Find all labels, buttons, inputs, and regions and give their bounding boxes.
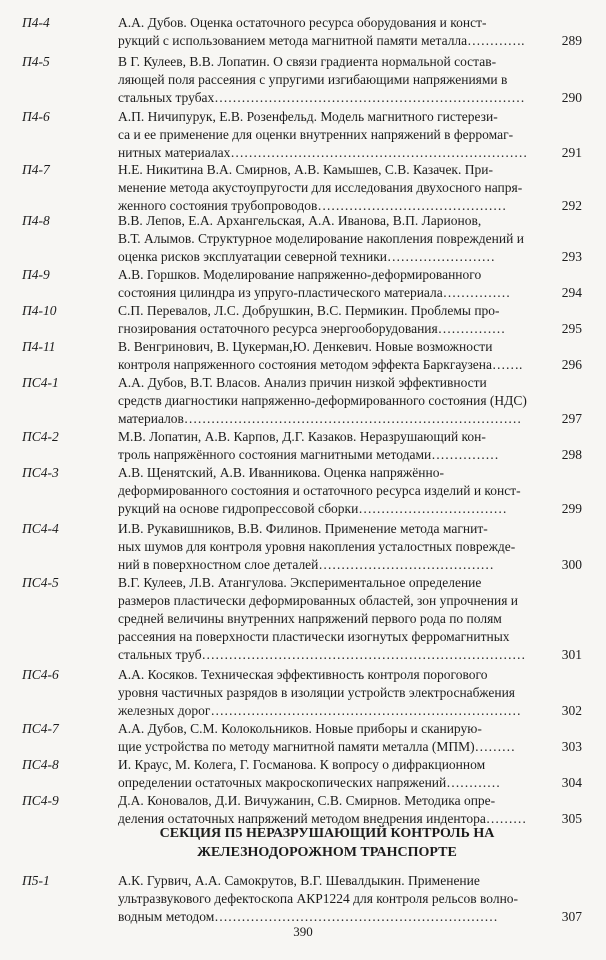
page-number: 390 [293, 924, 313, 939]
entry-text-line: материалов………………………………………………………………… [118, 411, 522, 426]
entry-text-line: средней величины внутренних напряжений первого рода по полям [118, 611, 502, 626]
entry-code: ПС4-5 [22, 575, 59, 590]
entry-page-number: 300 [561, 557, 582, 572]
entry-text [118, 464, 536, 518]
entry-text [118, 266, 536, 302]
entry-page-number: 299 [561, 501, 582, 516]
entry-page-number: 289 [561, 33, 582, 48]
entry-text-line: А.А. Дубов, В.Т. Власов. Анализ причин низкой эффективности [118, 375, 487, 390]
entry-text-line: оценка рисков эксплуатации северной техники…………………… [118, 249, 495, 264]
entry-page-number: 305 [561, 811, 582, 826]
entry-text [118, 666, 536, 720]
entry-text-line: В.В. Лепов, Е.А. Архангельская, А.А. Иванова, В.П. Ларионов, [118, 213, 482, 228]
entry-text [118, 161, 536, 215]
entry-text [118, 872, 536, 926]
entry-page-number: 302 [561, 703, 582, 718]
entry-page-number: 292 [561, 198, 582, 213]
entry-text-line: А.К. Гурвич, А.А. Самокрутов, В.Г. Шевалдыкин. Применение [118, 873, 480, 888]
entry-text-line: В Г. Кулеев, В.В. Лопатин. О связи градиента нормальной состав- [118, 54, 497, 69]
entry-text-line: определении остаточных макроскопических напряжений………… [118, 775, 501, 790]
entry-code: ПС4-1 [22, 375, 59, 390]
entry-text-line: И. Краус, М. Колега, Г. Госманова. К вопросу о дифракционном [118, 757, 486, 772]
entry-code: П4-5 [22, 54, 50, 69]
entry-text-line: М.В. Лопатин, А.В. Карпов, Д.Г. Казаков. Неразрушающий кон- [118, 429, 486, 444]
entry-page-number: 301 [561, 647, 582, 662]
entry-text-line: В. Венгринович, В. Цукерман,Ю. Денкевич. Новые возможности [118, 339, 493, 354]
entry-text-line: рассеяния на поверхности пластически изогнутых ферромагнитных [118, 629, 510, 644]
entry-text [118, 374, 536, 428]
section-title-line-1: СЕКЦИЯ П5 НЕРАЗРУШАЮЩИЙ КОНТРОЛЬ НА [159, 826, 495, 841]
entry-text-line: размеров пластически деформированных областей, зон упрочнения и [118, 593, 519, 608]
entry-text-line: нитных материалах………………………………………………………… [118, 145, 528, 160]
entry-text [118, 212, 536, 266]
entry-text-line: И.В. Рукавишников, В.В. Филинов. Применение метода магнит- [118, 521, 488, 536]
entry-page-number: 291 [561, 145, 582, 160]
entry-text [118, 338, 536, 374]
entry-text-line: железных дорог…………………………………………………………… [118, 703, 521, 718]
entry-code: ПС4-8 [22, 757, 59, 772]
entry-page-number: 296 [561, 357, 582, 372]
entry-text-line: деформированного состояния и остаточного ресурса изделий и конст- [118, 483, 521, 498]
entry-page-number: 290 [561, 90, 582, 105]
entry-text [118, 792, 536, 828]
entry-page-number: 295 [561, 321, 582, 336]
entry-text-line: А.В. Щенятский, А.В. Иванникова. Оценка напряжённо- [118, 465, 444, 480]
entry-code: П4-4 [22, 15, 50, 30]
entry-page-number: 297 [561, 411, 582, 426]
entry-text-line: А.В. Горшков. Моделирование напряженно-деформированного [118, 267, 482, 282]
entry-text-line: А.А. Дубов, С.М. Колокольников. Новые приборы и сканирую- [118, 721, 482, 736]
entry-page-number: 304 [561, 775, 582, 790]
entry-text [118, 720, 536, 756]
entry-text-line: стальных труб……………………………………………………………… [118, 647, 526, 662]
entry-text [118, 302, 536, 338]
entry-text-line: В.Т. Алымов. Структурное моделирование накопления повреждений и [118, 231, 524, 246]
entry-text-line: Д.А. Коновалов, Д.И. Вичужанин, С.В. Смирнов. Методика опре- [118, 793, 496, 808]
entry-text-line: троль напряжённого состояния магнитными методами…………… [118, 447, 499, 462]
entry-text-line: ний в поверхностном слое деталей………………………………… [118, 557, 494, 572]
entry-text-line: уровня частичных разрядов в изоляции устройств электроснабжения [118, 685, 516, 700]
entry-text-line: А.А. Косяков. Техническая эффективность контроля порогового [118, 667, 488, 682]
entry-text [118, 53, 536, 107]
entry-text-line: В.Г. Кулеев, Л.В. Атангулова. Экспериментальное определение [118, 575, 482, 590]
entry-text-line: средств диагностики напряженно-деформированного состояния (НДС) [118, 393, 527, 408]
entry-code: П4-6 [22, 109, 50, 124]
entry-text-line: водным методом……………………………………………………… [118, 909, 498, 924]
entry-text-line: С.П. Перевалов, Л.С. Добрушкин, В.С. Пермикин. Проблемы про- [118, 303, 500, 318]
entry-code: П4-10 [22, 303, 57, 318]
entry-text [118, 756, 536, 792]
entry-code: П4-9 [22, 267, 50, 282]
entry-text-line: ультразвукового дефектоскопа АКР1224 для контроля рельсов волно- [118, 891, 519, 906]
entry-text-line: А.А. Дубов. Оценка остаточного ресурса оборудования и конст- [118, 15, 487, 30]
entry-code: ПС4-7 [22, 721, 59, 736]
entry-text-line: контроля напряженного состояния методом эффекта Баркгаузена……. [118, 357, 523, 372]
section-title-line-2: ЖЕЛЕЗНОДОРОЖНОМ ТРАНСПОРТЕ [197, 845, 457, 860]
entry-text-line: стальных трубах…………………………………………………………… [118, 90, 525, 105]
entry-page-number: 294 [561, 285, 582, 300]
entry-code: ПС4-3 [22, 465, 59, 480]
entry-text-line: рукций на основе гидропрессовой сборки…………………………… [118, 501, 507, 516]
entry-text [118, 574, 536, 664]
entry-text [118, 520, 536, 574]
entry-code: ПС4-6 [22, 667, 59, 682]
entry-page-number: 293 [561, 249, 582, 264]
entry-text-line: менение метода акустоупругости для исследования двухосного напря- [118, 180, 523, 195]
entry-text-line: А.П. Ничипурук, Е.В. Розенфельд. Модель магнитного гистерези- [118, 109, 498, 124]
entry-text-line: ных шумов для контроля уровня накопления усталостных поврежде- [118, 539, 516, 554]
entry-text-line: рукций с использованием метода магнитной памяти металла…………. [118, 33, 525, 48]
entry-text [118, 14, 536, 50]
entry-page-number: 307 [561, 909, 582, 924]
entry-code: ПС4-4 [22, 521, 59, 536]
entry-code: П4-7 [22, 162, 50, 177]
entry-code: П4-8 [22, 213, 50, 228]
entry-text-line: са и ее применение для оценки внутренних напряжений в ферромаг- [118, 127, 514, 142]
entry-text-line: ляющей поля рассеяния с упругими изгибающими напряжениями в [118, 72, 508, 87]
entry-code: П4-11 [22, 339, 56, 354]
entry-page-number: 298 [561, 447, 582, 462]
entry-page-number: 303 [561, 739, 582, 754]
entry-text-line: щие устройства по методу магнитной памяти металла (МПМ)……… [118, 739, 516, 754]
entry-code: ПС4-9 [22, 793, 59, 808]
entry-text [118, 428, 536, 464]
entry-text-line: женного состояния трубопроводов…………………………………… [118, 198, 507, 213]
entry-text [118, 108, 536, 162]
entry-code: П5-1 [22, 873, 50, 888]
entry-text-line: Н.Е. Никитина В.А. Смирнов, А.В. Камышев, С.В. Казачек. При- [118, 162, 493, 177]
entry-code: ПС4-2 [22, 429, 59, 444]
entry-text-line: гнозирования остаточного ресурса энергооборудования…………… [118, 321, 506, 336]
entry-text-line: деления остаточных напряжений методом внедрения индентора……… [118, 811, 527, 826]
entry-text-line: состояния цилиндра из упруго-пластического материала…………… [118, 285, 511, 300]
